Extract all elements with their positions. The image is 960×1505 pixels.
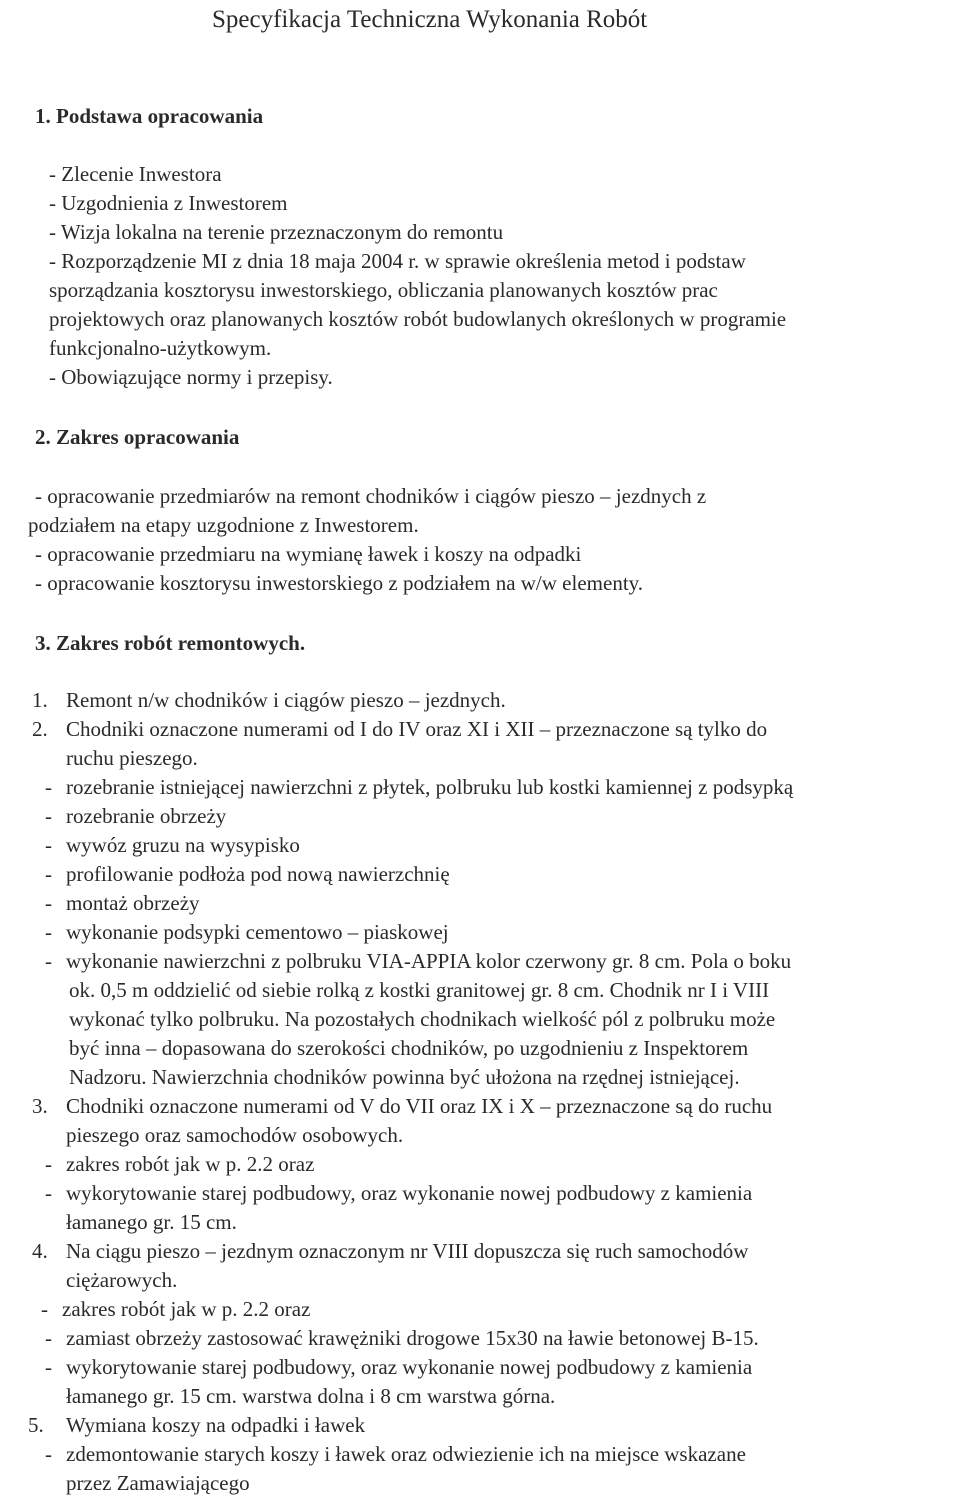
list-item-text: łamanego gr. 15 cm. warstwa dolna i 8 cm warstwa górna. bbox=[66, 1384, 556, 1408]
section-1-line: - Uzgodnienia z Inwestorem bbox=[49, 191, 288, 215]
list-item-text: rozebranie istniejącej nawierzchni z płytek, polbruku lub kostki kamiennej z podsypką bbox=[66, 775, 794, 799]
list-item-text: być inna – dopasowana do szerokości chodników, po uzgodnieniu z Inspektorem bbox=[69, 1036, 749, 1060]
list-item-text: montaż obrzeży bbox=[66, 891, 200, 915]
section-1-heading: 1. Podstawa opracowania bbox=[35, 104, 264, 128]
list-marker: - bbox=[45, 1442, 52, 1466]
section-1-line: projektowych oraz planowanych kosztów robót budowlanych określonych w programie bbox=[49, 307, 787, 331]
list-marker: - bbox=[45, 1326, 52, 1350]
list-marker: 1. bbox=[32, 688, 48, 712]
list-item-text: Nadzoru. Nawierzchnia chodników powinna być ułożona na rzędnej istniejącej. bbox=[69, 1065, 740, 1089]
section-1-line: - Obowiązujące normy i przepisy. bbox=[49, 365, 333, 389]
list-item-text: wykorytowanie starej podbudowy, oraz wykonanie nowej podbudowy z kamienia bbox=[66, 1355, 753, 1379]
list-item-text: Na ciągu pieszo – jezdnym oznaczonym nr VIII dopuszcza się ruch samochodów bbox=[66, 1239, 749, 1263]
list-item-text: zakres robót jak w p. 2.2 oraz bbox=[62, 1297, 311, 1321]
section-2-line: - opracowanie kosztorysu inwestorskiego z podziałem na w/w elementy. bbox=[35, 571, 644, 595]
section-3-heading: 3. Zakres robót remontowych. bbox=[35, 631, 306, 655]
section-1-line: funkcjonalno-użytkowym. bbox=[49, 336, 272, 360]
section-1-line: - Rozporządzenie MI z dnia 18 maja 2004 r. w sprawie określenia metod i podstaw bbox=[49, 249, 746, 273]
list-marker: 4. bbox=[32, 1239, 48, 1263]
section-2-heading: 2. Zakres opracowania bbox=[35, 425, 240, 449]
section-1-line: - Zlecenie Inwestora bbox=[49, 162, 222, 186]
list-item-text: pieszego oraz samochodów osobowych. bbox=[66, 1123, 404, 1147]
list-marker: - bbox=[45, 862, 52, 886]
list-item-text: wykonać tylko polbruku. Na pozostałych chodnikach wielkość pól z polbruku może bbox=[69, 1007, 776, 1031]
list-item-text: wywóz gruzu na wysypisko bbox=[66, 833, 300, 857]
list-item-text: Wymiana koszy na odpadki i ławek bbox=[66, 1413, 366, 1437]
list-item-text: przez Zamawiającego bbox=[66, 1471, 250, 1495]
list-item-text: profilowanie podłoża pod nową nawierzchnię bbox=[66, 862, 450, 886]
section-1-line: - Wizja lokalna na terenie przeznaczonym do remontu bbox=[49, 220, 504, 244]
list-item-text: łamanego gr. 15 cm. bbox=[66, 1210, 237, 1234]
list-item-text: Chodniki oznaczone numerami od I do IV oraz XI i XII – przeznaczone są tylko do bbox=[66, 717, 768, 741]
list-marker: - bbox=[45, 920, 52, 944]
list-item-text: rozebranie obrzeży bbox=[66, 804, 227, 828]
list-item-text: zakres robót jak w p. 2.2 oraz bbox=[66, 1152, 315, 1176]
list-marker: - bbox=[45, 891, 52, 915]
section-1-line: sporządzania kosztorysu inwestorskiego, obliczania planowanych kosztów prac bbox=[49, 278, 718, 302]
list-marker: 2. bbox=[32, 717, 48, 741]
list-marker: - bbox=[45, 1355, 52, 1379]
list-item-text: zamiast obrzeży zastosować krawężniki drogowe 15x30 na ławie betonowej B-15. bbox=[66, 1326, 759, 1350]
list-marker: - bbox=[45, 775, 52, 799]
list-item-text: ruchu pieszego. bbox=[66, 746, 198, 770]
list-marker: - bbox=[45, 1181, 52, 1205]
section-2-line: - opracowanie przedmiarów na remont chodników i ciągów pieszo – jezdnych z bbox=[35, 484, 707, 508]
list-item-text: Chodniki oznaczone numerami od V do VII oraz IX i X – przeznaczone są do ruchu bbox=[66, 1094, 773, 1118]
list-item-text: ciężarowych. bbox=[66, 1268, 178, 1292]
list-marker: 3. bbox=[32, 1094, 48, 1118]
list-marker: 5. bbox=[28, 1413, 44, 1437]
list-marker: - bbox=[45, 949, 52, 973]
page-title: Specyfikacja Techniczna Wykonania Robót bbox=[212, 6, 648, 33]
list-item-text: Remont n/w chodników i ciągów pieszo – jezdnych. bbox=[66, 688, 506, 712]
list-marker: - bbox=[45, 833, 52, 857]
list-marker: - bbox=[45, 804, 52, 828]
section-2-line: podziałem na etapy uzgodnione z Inwestorem. bbox=[28, 513, 419, 537]
list-marker: - bbox=[45, 1152, 52, 1176]
list-item-text: wykonanie podsypki cementowo – piaskowej bbox=[66, 920, 449, 944]
section-2-line: - opracowanie przedmiaru na wymianę ławek i koszy na odpadki bbox=[35, 542, 582, 566]
list-item-text: wykorytowanie starej podbudowy, oraz wykonanie nowej podbudowy z kamienia bbox=[66, 1181, 753, 1205]
list-item-text: ok. 0,5 m oddzielić od siebie rolką z kostki granitowej gr. 8 cm. Chodnik nr I i VIII bbox=[69, 978, 770, 1002]
list-marker: - bbox=[41, 1297, 48, 1321]
list-item-text: zdemontowanie starych koszy i ławek oraz odwiezienie ich na miejsce wskazane bbox=[66, 1442, 746, 1466]
list-item-text: wykonanie nawierzchni z polbruku VIA-APPIA kolor czerwony gr. 8 cm. Pola o boku bbox=[66, 949, 792, 973]
